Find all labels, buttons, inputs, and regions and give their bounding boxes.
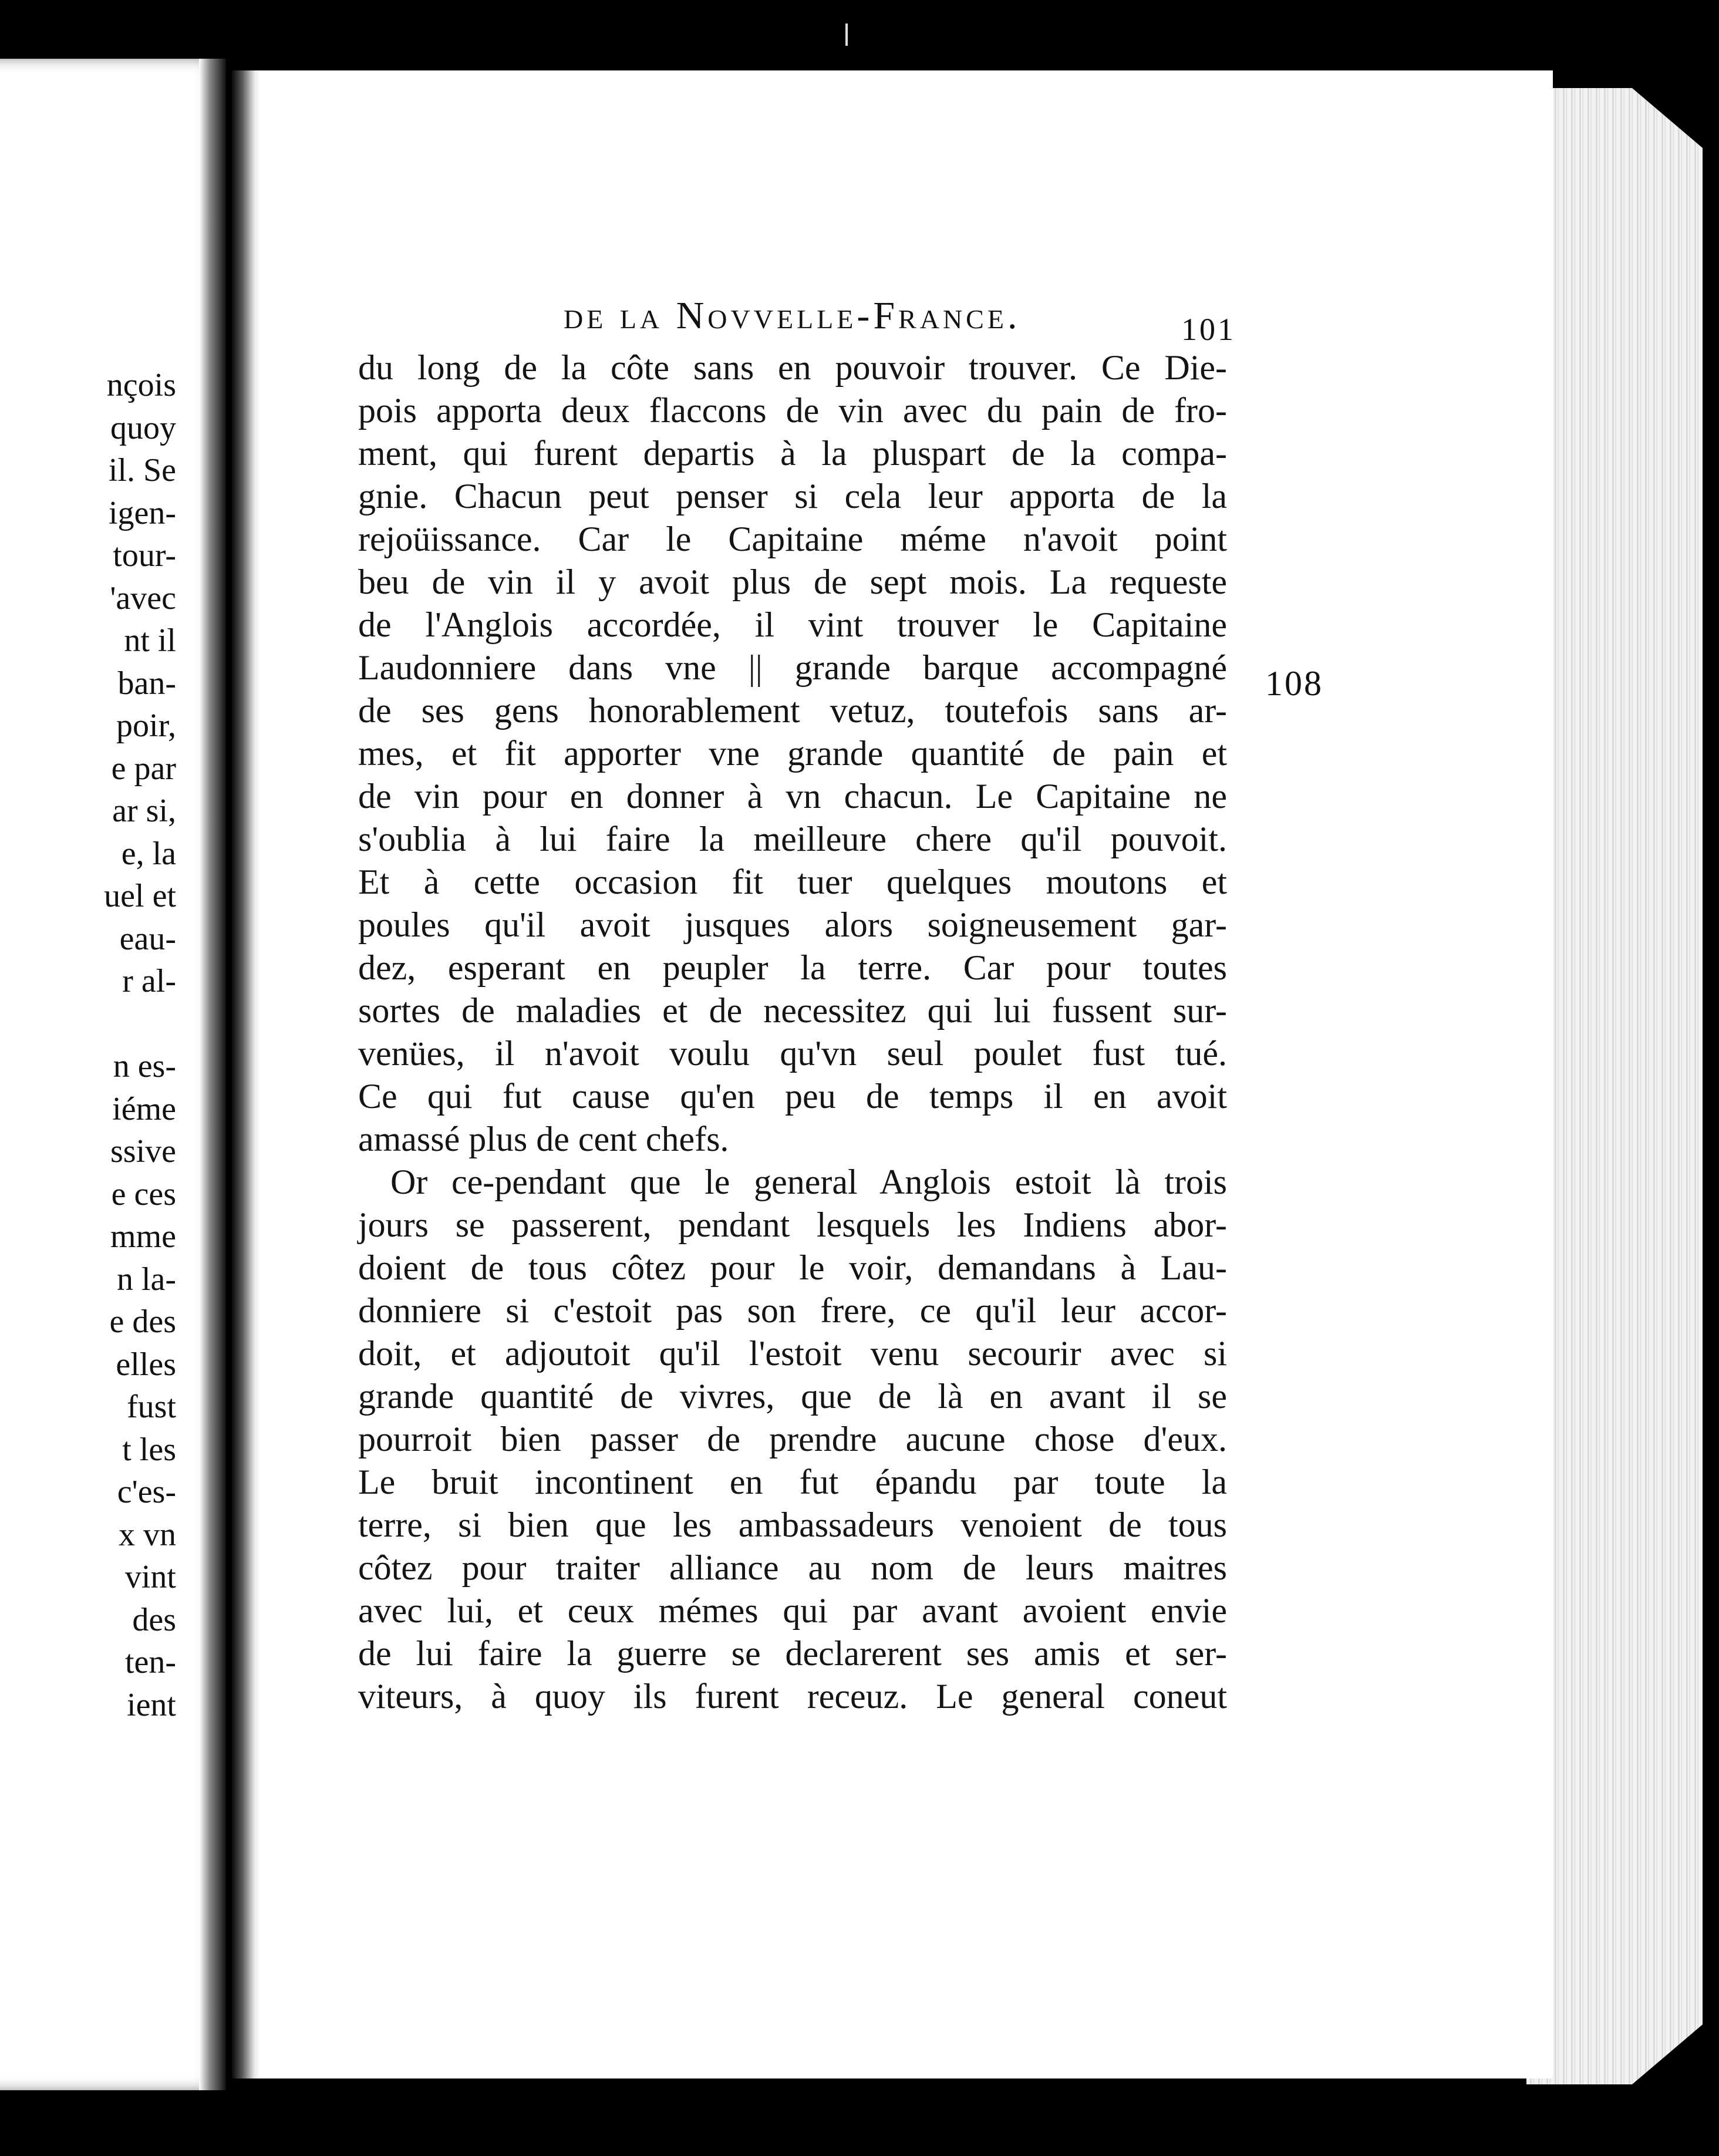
text-line: côtez pour traiter alliance au nom de leurs maitres [358, 1548, 1227, 1587]
left-page-line: nçois [106, 367, 176, 403]
text-line: pourroit bien passer de prendre aucune chose d'eux. [358, 1420, 1227, 1458]
left-page-line: poir, [116, 708, 176, 744]
text-line: Et à cette occasion fit tuer quelques moutons et [358, 863, 1227, 901]
left-page-line: ssive [110, 1133, 176, 1170]
left-page-line: iéme [112, 1090, 176, 1127]
left-page-line: x vn [119, 1516, 176, 1553]
left-page-line: r al- [122, 963, 176, 999]
left-page-line: ar si, [112, 793, 176, 829]
left-page-line: c'es- [117, 1474, 176, 1510]
text-line: avec lui, et ceux mémes qui par avant avoient envie [358, 1591, 1227, 1630]
spine-mark [845, 23, 848, 46]
text-line: doit, et adjoutoit qu'il l'estoit venu secourir avec si [358, 1334, 1227, 1373]
left-page-line: fust [127, 1389, 176, 1425]
margin-page-reference: 108 [1265, 664, 1323, 703]
text-line: sortes de maladies et de necessitez qui lui fussent sur- [358, 991, 1227, 1030]
text-line: de l'Anglois accordée, il vint trouver le Capitaine [358, 605, 1227, 644]
text-line: amassé plus de cent chefs. [358, 1120, 729, 1158]
left-facing-page [0, 59, 226, 2090]
text-line: mes, et fit apporter vne grande quantité de pain et [358, 734, 1227, 773]
text-line: de vin pour en donner à vn chacun. Le Capitaine ne [358, 777, 1227, 816]
page-number: 101 [1181, 312, 1236, 347]
body-text [358, 346, 1227, 1718]
left-page-line: ban- [117, 665, 176, 702]
left-page-line: nt il [124, 622, 176, 659]
text-line: Le bruit incontinent en fut épandu par toute la [358, 1463, 1227, 1501]
left-page-line: il. Se [108, 452, 176, 489]
left-page-line: ten- [124, 1644, 176, 1680]
text-line: rejoüissance. Car le Capitaine méme n'avoit point [358, 520, 1227, 558]
left-page-line: tour- [113, 537, 176, 574]
left-page-line: elles [116, 1346, 176, 1383]
left-page-line: n es- [113, 1048, 176, 1084]
left-page-line: e des [109, 1303, 176, 1340]
text-line: viteurs, à quoy ils furent receuz. Le general coneut [358, 1677, 1227, 1716]
text-line: ment, qui furent departis à la pluspart de la compa- [358, 434, 1227, 473]
left-page-line: e, la [121, 835, 176, 872]
text-line: de lui faire la guerre se declarerent ses amis et ser- [358, 1634, 1227, 1673]
left-page-line: ient [127, 1686, 176, 1723]
left-page-line: quoy [110, 409, 176, 446]
left-page-line: uel et [104, 878, 176, 914]
text-line: grande quantité de vivres, que de là en avant il se [358, 1377, 1227, 1416]
left-page-line: mme [110, 1218, 176, 1255]
running-head: de la Novvelle-France. [564, 294, 1021, 337]
text-line: Or ce-pendant que le general Anglois estoit là trois [390, 1163, 1227, 1201]
text-line: beu de vin il y avoit plus de sept mois. La requeste [358, 562, 1227, 601]
text-line: gnie. Chacun peut penser si cela leur apporta de la [358, 477, 1227, 516]
text-line: venües, il n'avoit voulu qu'vn seul poulet fust tué. [358, 1034, 1227, 1073]
left-page-line: e ces [111, 1175, 176, 1212]
right-gutter-shadow [232, 70, 260, 2078]
left-page-line: des [132, 1601, 176, 1638]
text-line: s'oublia à lui faire la meilleure chere qu'il pouvoit. [358, 820, 1227, 858]
text-line: jours se passerent, pendant lesquels les Indiens abor- [358, 1205, 1227, 1244]
left-page-line: 'avec [110, 580, 176, 617]
left-gutter-shadow [199, 59, 226, 2090]
text-line: de ses gens honorablement vetuz, toutefois sans ar- [358, 691, 1227, 730]
text-line: poules qu'il avoit jusques alors soigneusement gar- [358, 905, 1227, 944]
text-line: doient de tous côtez pour le voir, demandans à Lau- [358, 1248, 1227, 1287]
left-page-line: vint [124, 1559, 176, 1595]
book-fore-edge [1526, 88, 1703, 2084]
text-line: Ce qui fut cause qu'en peu de temps il en avoit [358, 1077, 1227, 1116]
text-line: donniere si c'estoit pas son frere, ce qu'il leur accor- [358, 1291, 1227, 1330]
text-line: dez, esperant en peupler la terre. Car pour toutes [358, 948, 1227, 987]
text-line: du long de la côte sans en pouvoir trouver. Ce Die- [358, 348, 1227, 387]
left-page-line: eau- [119, 920, 176, 957]
text-line: Laudonniere dans vne || grande barque accompagné [358, 648, 1227, 687]
left-page-line: e par [111, 750, 176, 787]
left-page-line: t les [122, 1431, 176, 1468]
text-line: terre, si bien que les ambassadeurs venoient de tous [358, 1505, 1227, 1544]
left-page-line: n la- [116, 1261, 176, 1298]
text-line: pois apporta deux flaccons de vin avec du pain de fro- [358, 391, 1227, 430]
left-page-line: igen- [108, 494, 176, 531]
